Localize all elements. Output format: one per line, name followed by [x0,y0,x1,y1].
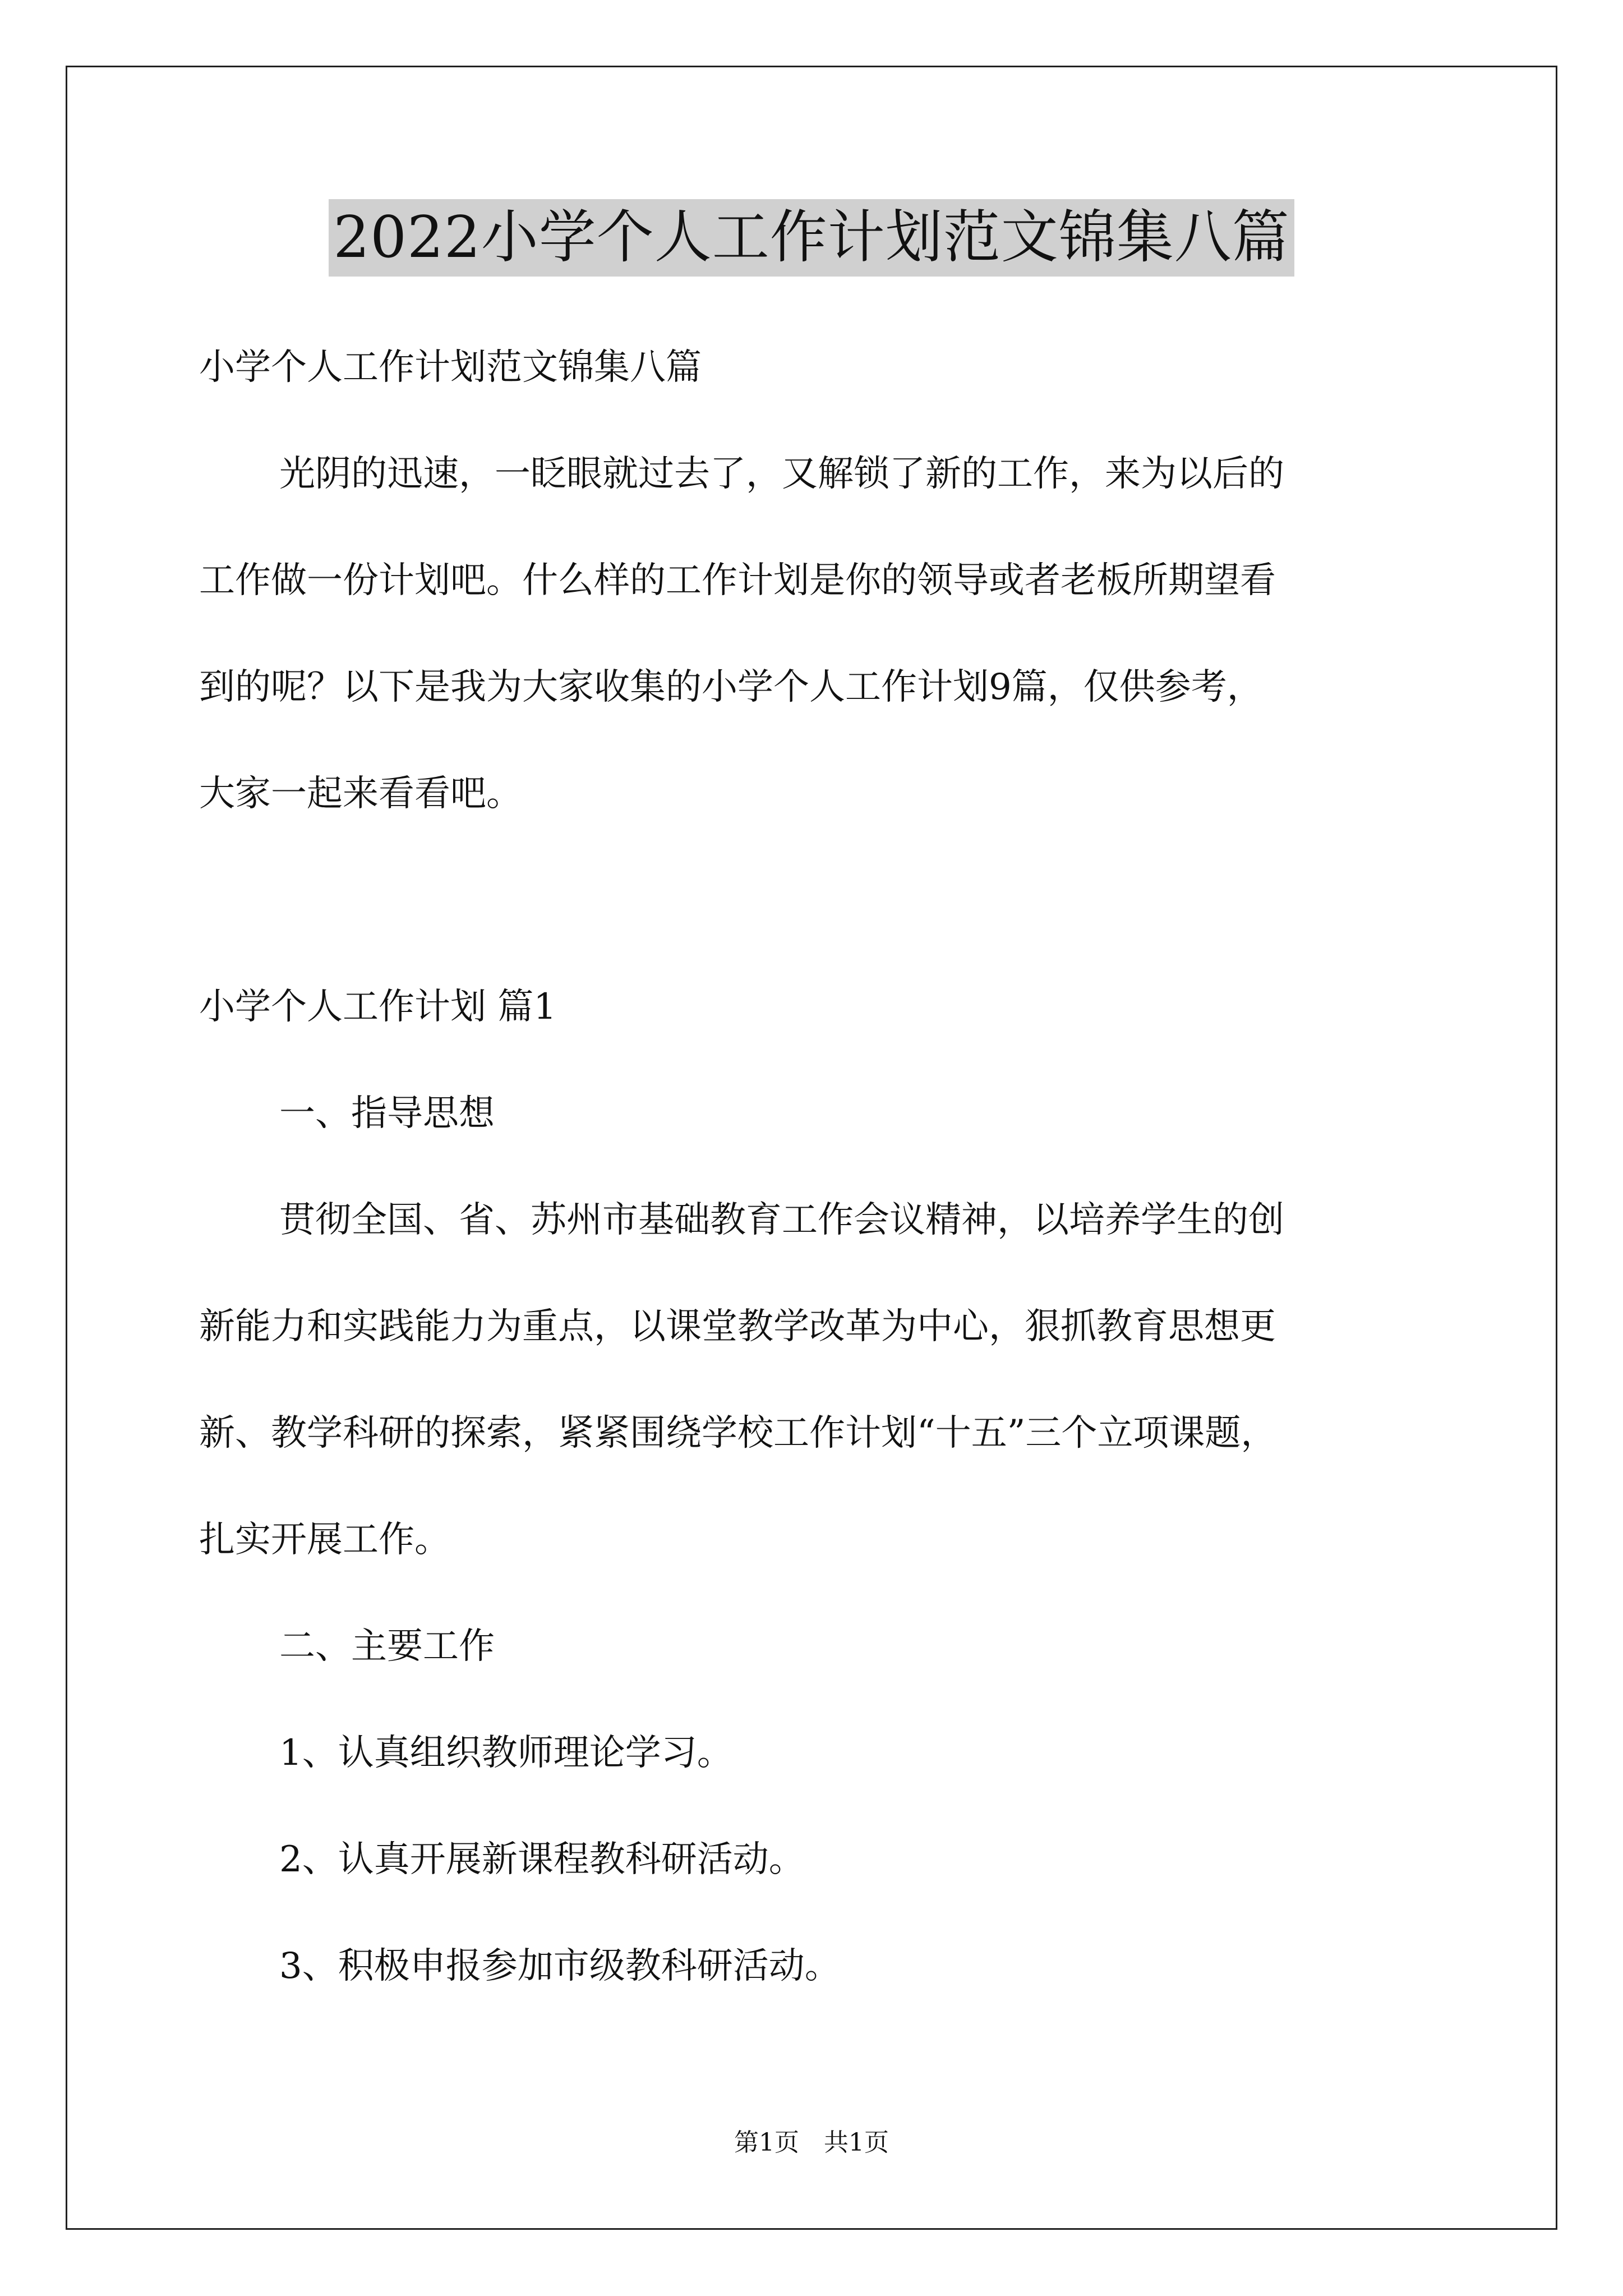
intro-line-1: 光阴的迅速，一眨眼就过去了，又解锁了新的工作，来为以后的 [279,453,1284,495]
list-item-1: 1、认真组织教师理论学习。 [279,1732,733,1774]
part1-line-3: 新、教学科研的探索，紧紧围绕学校工作计划“十五”三个立项课题， [199,1412,1277,1454]
page-footer: 第1页 共1页 [734,2128,889,2157]
document-title: 2022小学个人工作计划范文锦集八篇 [329,199,1294,277]
list-item-2: 2、认真开展新课程教科研活动。 [279,1839,805,1880]
intro-line-3: 到的呢？以下是我为大家收集的小学个人工作计划9篇，仅供参考， [199,666,1263,708]
list-item-3: 3、积极申报参加市级教科研活动。 [279,1945,841,1987]
intro-line-2: 工作做一份计划吧。什么样的工作计划是你的领导或者老板所期望看 [199,560,1276,601]
paragraph-spacer [199,847,1450,954]
part1-line-4: 扎实开展工作。 [199,1519,450,1561]
part1-line-1: 贯彻全国、省、苏州市基础教育工作会议精神，以培养学生的创 [279,1199,1284,1241]
title-container [0,199,1623,277]
part2-heading: 二、主要工作 [279,1626,495,1667]
intro-line-4: 大家一起来看看吧。 [199,773,522,815]
document-body [199,314,1450,2019]
section-heading: 小学个人工作计划 篇1 [199,986,557,1028]
part1-heading: 一、指导思想 [279,1093,495,1134]
document-subtitle: 小学个人工作计划范文锦集八篇 [199,347,702,388]
part1-line-2: 新能力和实践能力为重点，以课堂教学改革为中心，狠抓教育思想更 [199,1306,1276,1347]
